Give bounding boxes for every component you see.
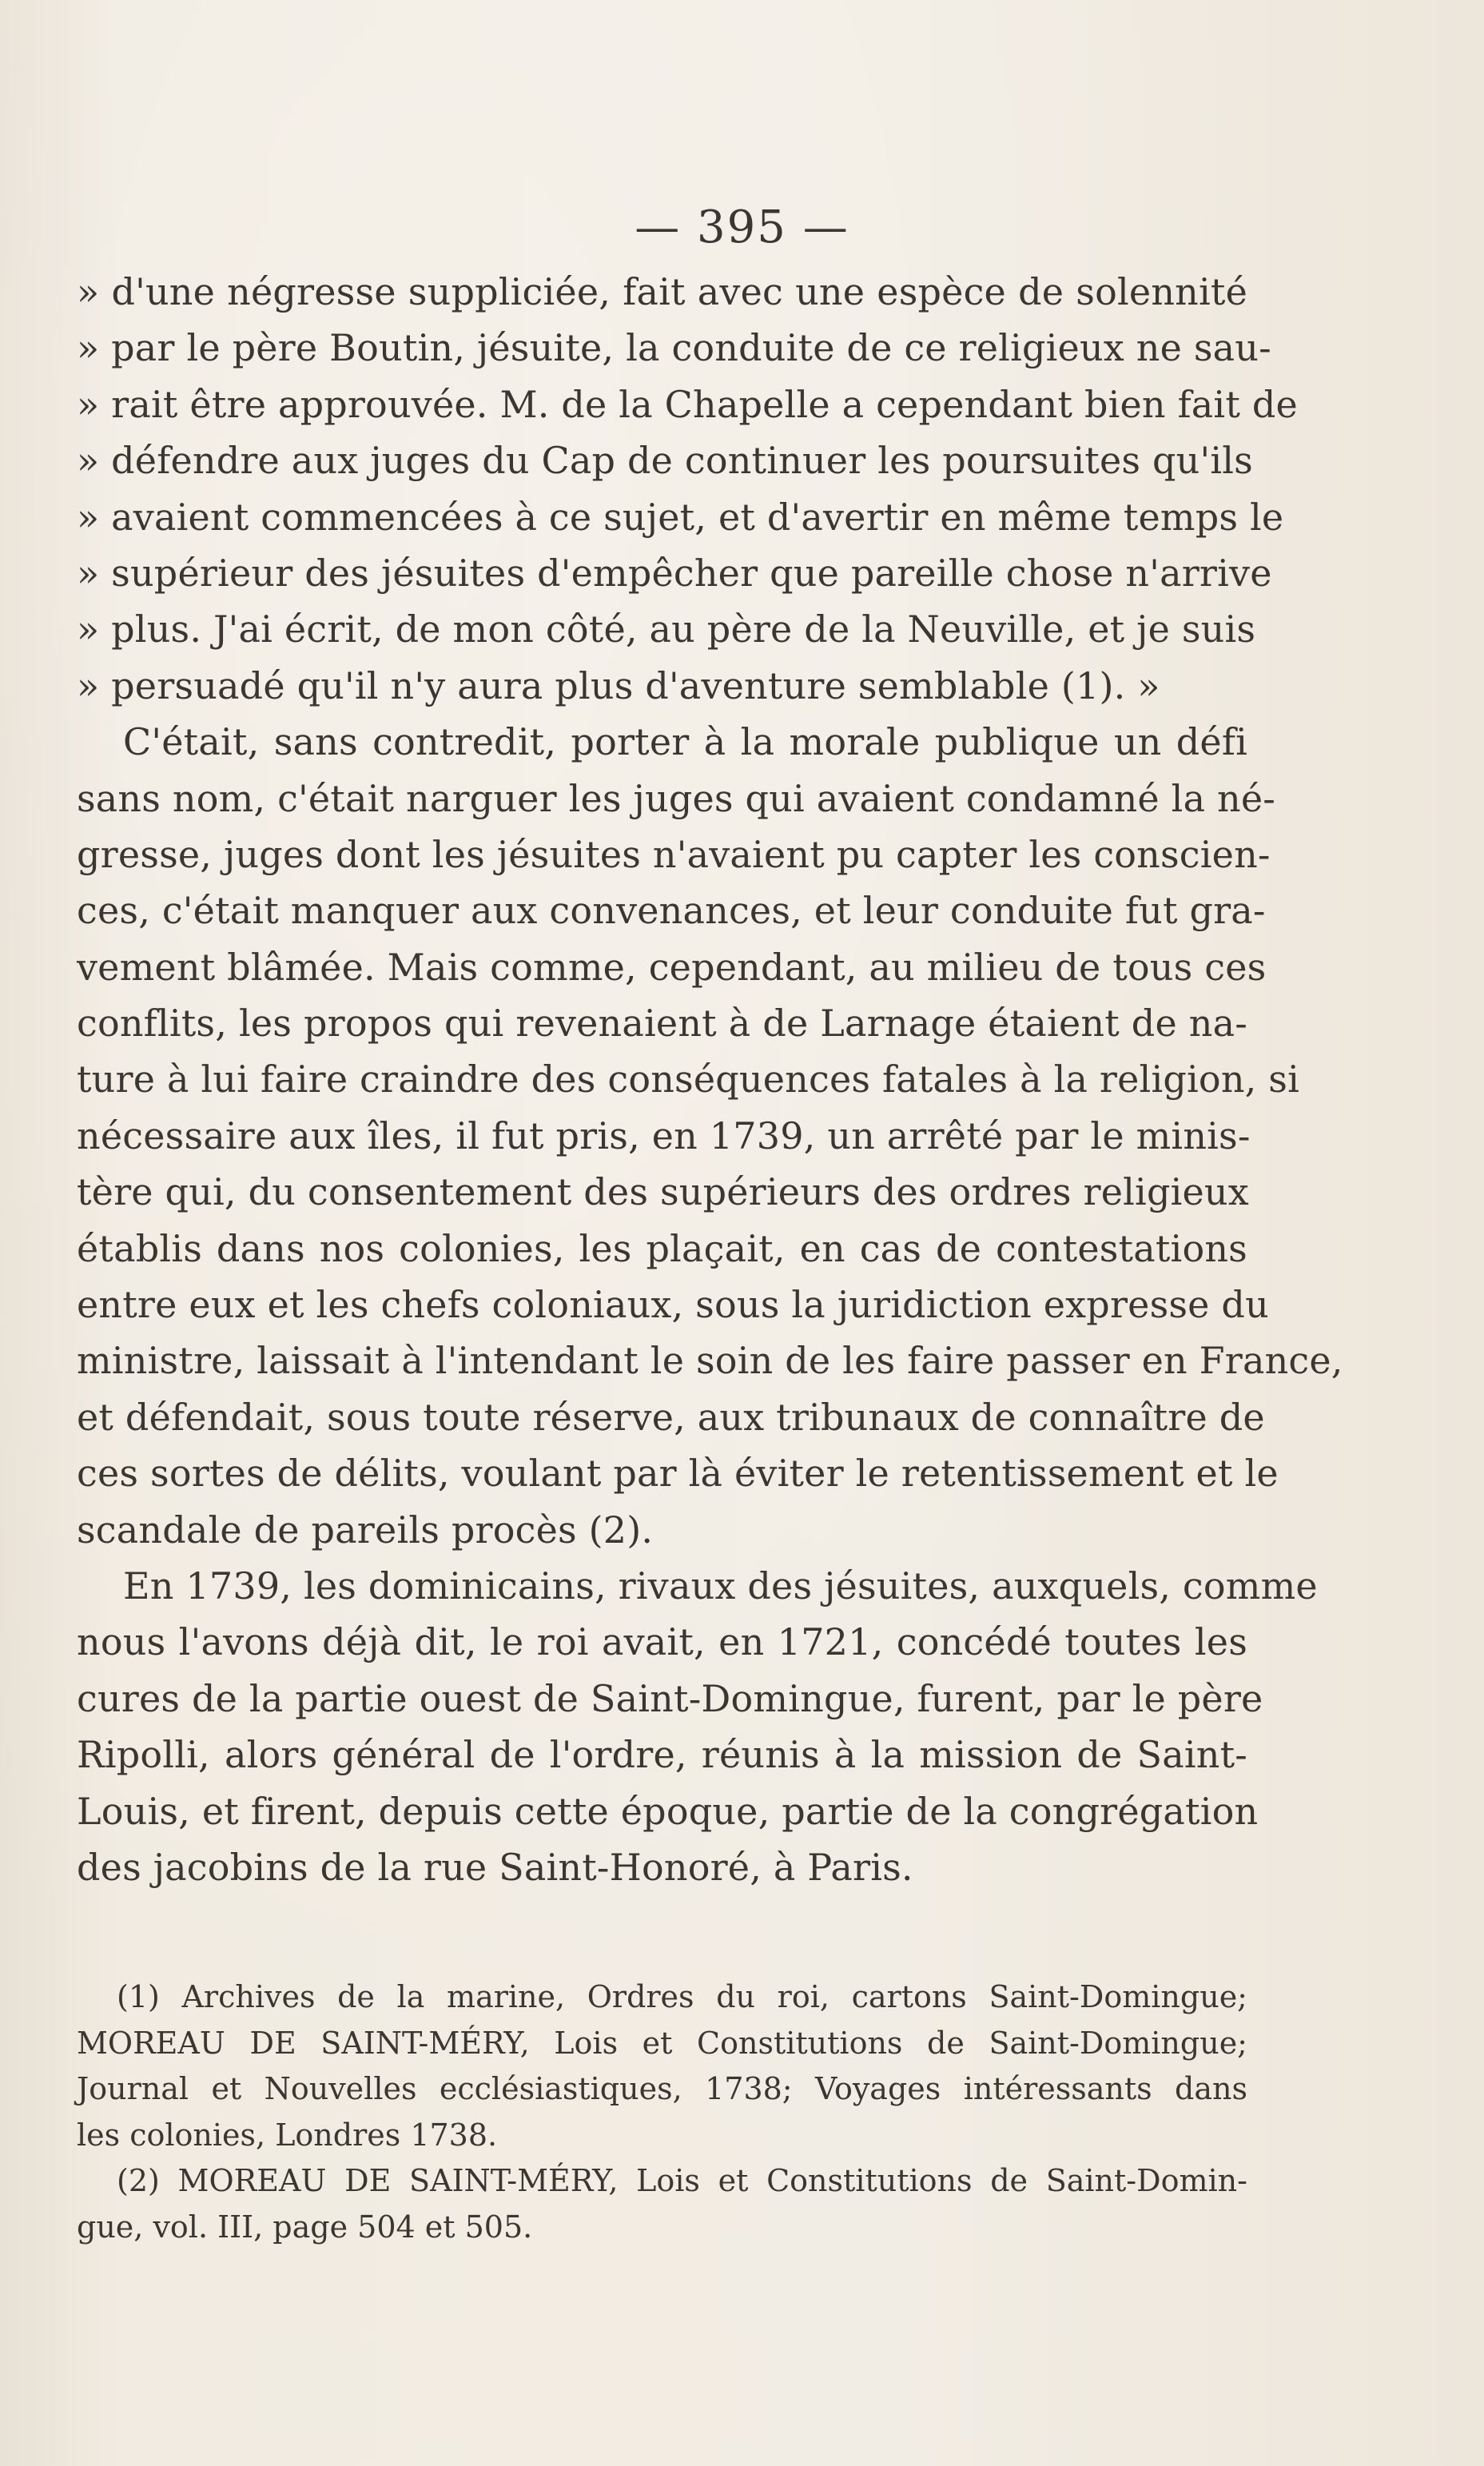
text-line: nous l'avons déjà dit, le roi avait, en 1721, concédé toutes les <box>77 1620 1247 1664</box>
text-line: » plus. J'ai écrit, de mon côté, au père de la Neuville, et je suis <box>77 608 1256 651</box>
text-line: conflits, les propos qui revenaient à de Larnage étaient de na- <box>77 1002 1247 1046</box>
footnote-line: (2) MOREAU DE SAINT-MÉRY, Lois et Constitutions de Saint-Domin- <box>117 2163 1247 2198</box>
text-line: En 1739, les dominicains, rivaux des jésuites, auxquels, comme <box>123 1564 1318 1607</box>
text-line: » persuadé qu'il n'y aura plus d'aventure semblable (1). » <box>77 663 1160 707</box>
text-line: Louis, et firent, depuis cette époque, partie de la congrégation <box>77 1789 1259 1833</box>
text-line: » rait être approuvée. M. de la Chapelle a cependant bien fait de <box>77 382 1298 426</box>
text-line: vement blâmée. Mais comme, cependant, au milieu de tous ces <box>77 945 1267 989</box>
text-line: » par le père Boutin, jésuite, la conduite de ce religieux ne sau- <box>77 326 1271 370</box>
text-line: C'était, sans contredit, porter à la morale publique un défi <box>123 720 1247 764</box>
footnote-line: gue, vol. III, page 504 et 505. <box>77 2209 533 2245</box>
text-line: sans nom, c'était narguer les juges qui avaient condamné la né- <box>77 776 1276 820</box>
text-line: scandale de pareils procès (2). <box>77 1508 654 1552</box>
footnote-line: Journal et Nouvelles ecclésiastiques, 1738; Voyages intéressants dans <box>77 2071 1247 2106</box>
text-line: des jacobins de la rue Saint-Honoré, à Paris. <box>77 1845 913 1889</box>
footnote-line: MOREAU DE SAINT-MÉRY, Lois et Constitutions de Saint-Domingue; <box>77 2025 1247 2061</box>
text-line: nécessaire aux îles, il fut pris, en 1739, un arrêté par le minis- <box>77 1113 1251 1157</box>
text-line: » avaient commencées à ce sujet, et d'avertir en même temps le <box>77 495 1284 539</box>
text-line: ces sortes de délits, voulant par là éviter le retentissement et le <box>77 1452 1279 1496</box>
text-line: » défendre aux juges du Cap de continuer les poursuites qu'ils <box>77 439 1253 483</box>
text-line: » d'une négresse suppliciée, fait avec une espèce de solennité <box>77 270 1247 313</box>
footnotes <box>77 1974 1247 2250</box>
text-line: ministre, laissait à l'intendant le soin de les faire passer en France, <box>77 1339 1343 1383</box>
text-line: » supérieur des jésuites d'empêcher que pareille chose n'arrive <box>77 551 1272 595</box>
main-text <box>77 264 1343 1895</box>
footnote-line: (1) Archives de la marine, Ordres du roi, cartons Saint-Domingue; <box>117 1979 1247 2014</box>
text-line: tère qui, du consentement des supérieurs des ordres religieux <box>77 1170 1249 1214</box>
text-line: ces, c'était manquer aux convenances, et leur conduite fut gra- <box>77 889 1266 933</box>
text-line: ture à lui faire craindre des conséquences fatales à la religion, si <box>77 1058 1300 1102</box>
page-number-header: — 395 — <box>635 201 849 253</box>
text-line: cures de la partie ouest de Saint-Domingue, furent, par le père <box>77 1676 1263 1720</box>
footnote-line: les colonies, Londres 1738. <box>77 2117 498 2153</box>
text-line: et défendait, sous toute réserve, aux tribunaux de connaître de <box>77 1395 1265 1439</box>
text-line: établis dans nos colonies, les plaçait, en cas de contestations <box>77 1226 1247 1270</box>
text-line: entre eux et les chefs coloniaux, sous la juridiction expresse du <box>77 1283 1269 1327</box>
text-line: Ripolli, alors général de l'ordre, réunis à la mission de Saint- <box>77 1733 1247 1777</box>
text-line: gresse, juges dont les jésuites n'avaient pu capter les conscien- <box>77 832 1271 876</box>
